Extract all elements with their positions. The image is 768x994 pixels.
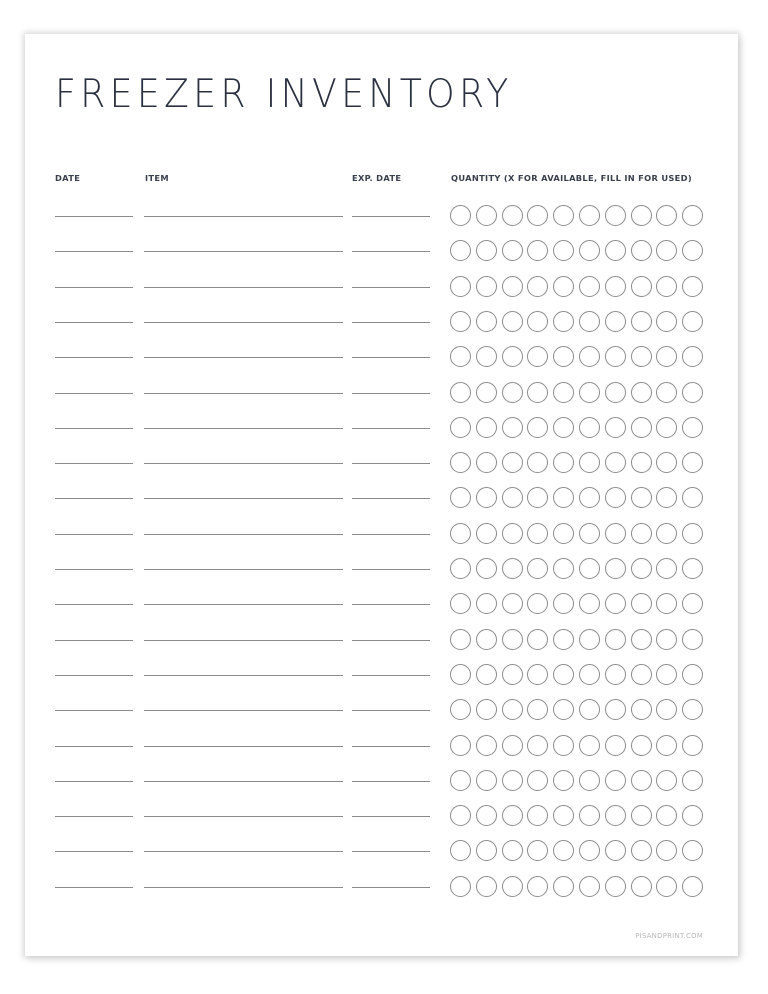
quantity-circle[interactable] [450,523,471,544]
quantity-circle[interactable] [476,382,497,403]
quantity-circle[interactable] [450,558,471,579]
quantity-circle[interactable] [553,276,574,297]
quantity-circle[interactable] [605,346,626,367]
quantity-circle[interactable] [605,629,626,650]
item-field[interactable] [144,816,343,817]
quantity-circle[interactable] [631,487,652,508]
quantity-circle[interactable] [579,558,600,579]
quantity-circle[interactable] [502,523,523,544]
quantity-circle[interactable] [553,699,574,720]
quantity-circle[interactable] [656,205,677,226]
quantity-circle[interactable] [450,876,471,897]
quantity-circle[interactable] [527,593,548,614]
quantity-circle[interactable] [527,558,548,579]
quantity-circle[interactable] [527,205,548,226]
quantity-circle[interactable] [656,629,677,650]
table-row [25,307,738,337]
item-field[interactable] [144,710,343,711]
quantity-circle[interactable] [605,558,626,579]
exp-date-field[interactable] [352,887,430,888]
quantity-circle[interactable] [682,240,703,261]
quantity-circle[interactable] [450,805,471,826]
quantity-circle[interactable] [527,417,548,438]
exp-date-field[interactable] [352,428,430,429]
exp-date-field[interactable] [352,781,430,782]
quantity-circle[interactable] [682,558,703,579]
quantity-circle[interactable] [450,699,471,720]
quantity-circle[interactable] [631,382,652,403]
quantity-circle[interactable] [682,699,703,720]
quantity-circle[interactable] [579,311,600,332]
quantity-circle[interactable] [527,452,548,473]
date-field[interactable] [55,287,133,288]
table-row [25,836,738,866]
quantity-circle[interactable] [682,311,703,332]
quantity-circle[interactable] [631,593,652,614]
exp-date-field[interactable] [352,604,430,605]
quantity-circle[interactable] [553,629,574,650]
item-field[interactable] [144,887,343,888]
quantity-circle[interactable] [682,735,703,756]
exp-date-field[interactable] [352,357,430,358]
quantity-circle[interactable] [553,770,574,791]
table-row [25,589,738,619]
quantity-circle[interactable] [450,205,471,226]
quantity-circle[interactable] [631,205,652,226]
item-field[interactable] [144,428,343,429]
quantity-circle[interactable] [553,735,574,756]
quantity-circle[interactable] [502,311,523,332]
table-row [25,236,738,266]
quantity-circle[interactable] [502,805,523,826]
quantity-circle[interactable] [656,840,677,861]
quantity-circle[interactable] [553,593,574,614]
quantity-circle[interactable] [579,382,600,403]
quantity-circle[interactable] [527,487,548,508]
quantity-circle[interactable] [682,629,703,650]
quantity-circle[interactable] [450,276,471,297]
quantity-circle[interactable] [502,276,523,297]
quantity-circle[interactable] [605,276,626,297]
column-header-quantity: QUANTITY (X FOR AVAILABLE, FILL IN FOR USED) [451,173,692,183]
quantity-circle[interactable] [656,417,677,438]
quantity-circle[interactable] [450,346,471,367]
quantity-circle[interactable] [656,276,677,297]
quantity-circle[interactable] [682,770,703,791]
item-field[interactable] [144,640,343,641]
date-field[interactable] [55,604,133,605]
date-field[interactable] [55,816,133,817]
quantity-circle[interactable] [579,417,600,438]
quantity-circle[interactable] [527,240,548,261]
quantity-circle[interactable] [527,699,548,720]
date-field[interactable] [55,746,133,747]
quantity-circle[interactable] [476,558,497,579]
quantity-circle[interactable] [605,770,626,791]
date-field[interactable] [55,251,133,252]
quantity-circle[interactable] [476,770,497,791]
quantity-circle[interactable] [553,452,574,473]
quantity-circle[interactable] [605,840,626,861]
quantity-circle[interactable] [527,664,548,685]
exp-date-field[interactable] [352,640,430,641]
quantity-circle[interactable] [527,629,548,650]
quantity-circle[interactable] [579,523,600,544]
quantity-circle[interactable] [450,452,471,473]
item-field[interactable] [144,251,343,252]
table-row [25,731,738,761]
item-field[interactable] [144,851,343,852]
quantity-circle[interactable] [450,417,471,438]
quantity-circle[interactable] [476,805,497,826]
quantity-circle[interactable] [631,876,652,897]
item-field[interactable] [144,604,343,605]
quantity-circle[interactable] [656,805,677,826]
quantity-circle[interactable] [527,840,548,861]
quantity-circle[interactable] [553,205,574,226]
quantity-circle[interactable] [450,593,471,614]
quantity-circle[interactable] [450,735,471,756]
item-field[interactable] [144,498,343,499]
item-field[interactable] [144,463,343,464]
date-field[interactable] [55,393,133,394]
quantity-circle[interactable] [502,629,523,650]
date-field[interactable] [55,851,133,852]
quantity-circle[interactable] [476,276,497,297]
quantity-circle[interactable] [553,346,574,367]
item-field[interactable] [144,322,343,323]
quantity-circle[interactable] [476,876,497,897]
quantity-circle[interactable] [450,311,471,332]
quantity-circle[interactable] [553,417,574,438]
quantity-circle[interactable] [476,735,497,756]
table-row [25,201,738,231]
quantity-circle[interactable] [682,382,703,403]
table-row [25,660,738,690]
table-row [25,519,738,549]
item-field[interactable] [144,675,343,676]
date-field[interactable] [55,428,133,429]
exp-date-field[interactable] [352,498,430,499]
quantity-circle[interactable] [450,240,471,261]
quantity-circle[interactable] [450,664,471,685]
quantity-circle[interactable] [553,558,574,579]
item-field[interactable] [144,534,343,535]
quantity-circle[interactable] [631,452,652,473]
quantity-circle[interactable] [553,840,574,861]
quantity-circle[interactable] [682,276,703,297]
table-row [25,554,738,584]
quantity-circle[interactable] [579,629,600,650]
quantity-circle[interactable] [631,629,652,650]
quantity-circle[interactable] [682,417,703,438]
quantity-circle[interactable] [502,240,523,261]
table-row [25,413,738,443]
quantity-circle[interactable] [476,240,497,261]
quantity-circle[interactable] [656,664,677,685]
quantity-circle[interactable] [450,487,471,508]
quantity-circle[interactable] [502,770,523,791]
quantity-circle[interactable] [502,382,523,403]
quantity-circle[interactable] [502,840,523,861]
quantity-circle[interactable] [527,523,548,544]
exp-date-field[interactable] [352,569,430,570]
quantity-circle[interactable] [476,205,497,226]
quantity-circle[interactable] [476,311,497,332]
quantity-circle[interactable] [553,664,574,685]
quantity-circle[interactable] [579,805,600,826]
quantity-circle[interactable] [682,593,703,614]
quantity-circle[interactable] [502,593,523,614]
quantity-circle[interactable] [476,346,497,367]
date-field[interactable] [55,887,133,888]
quantity-circle[interactable] [682,876,703,897]
quantity-circle[interactable] [631,276,652,297]
quantity-circle[interactable] [527,276,548,297]
exp-date-field[interactable] [352,287,430,288]
quantity-circle[interactable] [553,311,574,332]
table-row [25,272,738,302]
date-field[interactable] [55,534,133,535]
table-row [25,872,738,902]
quantity-circle[interactable] [579,840,600,861]
quantity-circle[interactable] [682,664,703,685]
quantity-circle[interactable] [502,664,523,685]
quantity-circle[interactable] [553,805,574,826]
table-row [25,342,738,372]
quantity-circle[interactable] [553,382,574,403]
table-row [25,625,738,655]
quantity-circle[interactable] [605,205,626,226]
quantity-circle[interactable] [450,840,471,861]
quantity-circle[interactable] [476,523,497,544]
footer-website: PISANDPRINT.COM [635,932,703,940]
exp-date-field[interactable] [352,746,430,747]
quantity-circle[interactable] [631,417,652,438]
exp-date-field[interactable] [352,816,430,817]
quantity-circle[interactable] [502,205,523,226]
date-field[interactable] [55,781,133,782]
quantity-circle[interactable] [682,487,703,508]
quantity-circle[interactable] [476,699,497,720]
quantity-circle[interactable] [656,770,677,791]
item-field[interactable] [144,781,343,782]
quantity-circle[interactable] [579,205,600,226]
quantity-circle[interactable] [579,487,600,508]
quantity-circle[interactable] [631,664,652,685]
date-field[interactable] [55,357,133,358]
quantity-circle[interactable] [450,629,471,650]
quantity-circle[interactable] [656,346,677,367]
table-row [25,483,738,513]
quantity-circle[interactable] [502,876,523,897]
exp-date-field[interactable] [352,851,430,852]
table-row [25,378,738,408]
quantity-circle[interactable] [605,487,626,508]
quantity-circle[interactable] [605,523,626,544]
quantity-circle[interactable] [579,770,600,791]
quantity-circle[interactable] [656,452,677,473]
quantity-circle[interactable] [656,523,677,544]
quantity-circle[interactable] [631,805,652,826]
quantity-circle[interactable] [656,699,677,720]
table-row [25,766,738,796]
quantity-circle[interactable] [527,735,548,756]
quantity-circle[interactable] [656,735,677,756]
quantity-circle[interactable] [527,311,548,332]
quantity-circle[interactable] [579,240,600,261]
quantity-circle[interactable] [476,629,497,650]
exp-date-field[interactable] [352,216,430,217]
quantity-circle[interactable] [605,664,626,685]
table-row [25,801,738,831]
item-field[interactable] [144,393,343,394]
item-field[interactable] [144,746,343,747]
quantity-circle[interactable] [605,699,626,720]
item-field[interactable] [144,569,343,570]
quantity-circle[interactable] [682,840,703,861]
date-field[interactable] [55,569,133,570]
printable-page [25,34,738,956]
quantity-circle[interactable] [682,205,703,226]
quantity-circle[interactable] [476,840,497,861]
column-header-item: ITEM [145,173,169,183]
quantity-circle[interactable] [631,840,652,861]
quantity-circle[interactable] [476,664,497,685]
quantity-circle[interactable] [631,346,652,367]
quantity-circle[interactable] [502,735,523,756]
exp-date-field[interactable] [352,675,430,676]
quantity-circle[interactable] [579,699,600,720]
quantity-circle[interactable] [605,805,626,826]
quantity-circle[interactable] [631,770,652,791]
exp-date-field[interactable] [352,251,430,252]
date-field[interactable] [55,640,133,641]
quantity-circle[interactable] [631,558,652,579]
quantity-circle[interactable] [527,876,548,897]
quantity-circle[interactable] [450,770,471,791]
quantity-circle[interactable] [476,593,497,614]
column-header-date: DATE [55,173,81,183]
quantity-circle[interactable] [605,382,626,403]
quantity-circle[interactable] [656,240,677,261]
quantity-circle[interactable] [656,593,677,614]
quantity-circle[interactable] [605,735,626,756]
quantity-circle[interactable] [579,346,600,367]
date-field[interactable] [55,675,133,676]
quantity-circle[interactable] [579,593,600,614]
quantity-circle[interactable] [631,523,652,544]
quantity-circle[interactable] [502,487,523,508]
quantity-circle[interactable] [527,382,548,403]
quantity-circle[interactable] [579,452,600,473]
exp-date-field[interactable] [352,534,430,535]
quantity-circle[interactable] [682,346,703,367]
date-field[interactable] [55,710,133,711]
quantity-circle[interactable] [631,699,652,720]
quantity-circle[interactable] [502,452,523,473]
date-field[interactable] [55,463,133,464]
quantity-circle[interactable] [656,487,677,508]
exp-date-field[interactable] [352,710,430,711]
quantity-circle[interactable] [579,876,600,897]
quantity-circle[interactable] [553,523,574,544]
item-field[interactable] [144,357,343,358]
item-field[interactable] [144,287,343,288]
quantity-circle[interactable] [527,770,548,791]
quantity-circle[interactable] [682,452,703,473]
quantity-circle[interactable] [631,311,652,332]
quantity-circle[interactable] [476,452,497,473]
quantity-circle[interactable] [553,487,574,508]
quantity-circle[interactable] [553,240,574,261]
quantity-circle[interactable] [527,346,548,367]
item-field[interactable] [144,216,343,217]
exp-date-field[interactable] [352,463,430,464]
quantity-circle[interactable] [605,876,626,897]
quantity-circle[interactable] [605,593,626,614]
quantity-circle[interactable] [605,311,626,332]
quantity-circle[interactable] [656,558,677,579]
quantity-circle[interactable] [476,487,497,508]
quantity-circle[interactable] [682,523,703,544]
quantity-circle[interactable] [656,311,677,332]
date-field[interactable] [55,216,133,217]
quantity-circle[interactable] [450,382,471,403]
quantity-circle[interactable] [656,382,677,403]
quantity-circle[interactable] [579,735,600,756]
column-header-exp-date: EXP. DATE [352,173,402,183]
date-field[interactable] [55,498,133,499]
table-row [25,695,738,725]
quantity-circle[interactable] [656,876,677,897]
quantity-circle[interactable] [631,240,652,261]
page-title: FREEZER INVENTORY [55,72,513,117]
quantity-circle[interactable] [553,876,574,897]
quantity-circle[interactable] [631,735,652,756]
exp-date-field[interactable] [352,393,430,394]
quantity-circle[interactable] [476,417,497,438]
quantity-circle[interactable] [502,417,523,438]
quantity-circle[interactable] [682,805,703,826]
quantity-circle[interactable] [502,346,523,367]
quantity-circle[interactable] [527,805,548,826]
exp-date-field[interactable] [352,322,430,323]
quantity-circle[interactable] [502,558,523,579]
quantity-circle[interactable] [605,452,626,473]
date-field[interactable] [55,322,133,323]
table-row [25,448,738,478]
quantity-circle[interactable] [579,276,600,297]
quantity-circle[interactable] [502,699,523,720]
quantity-circle[interactable] [579,664,600,685]
quantity-circle[interactable] [605,417,626,438]
quantity-circle[interactable] [605,240,626,261]
